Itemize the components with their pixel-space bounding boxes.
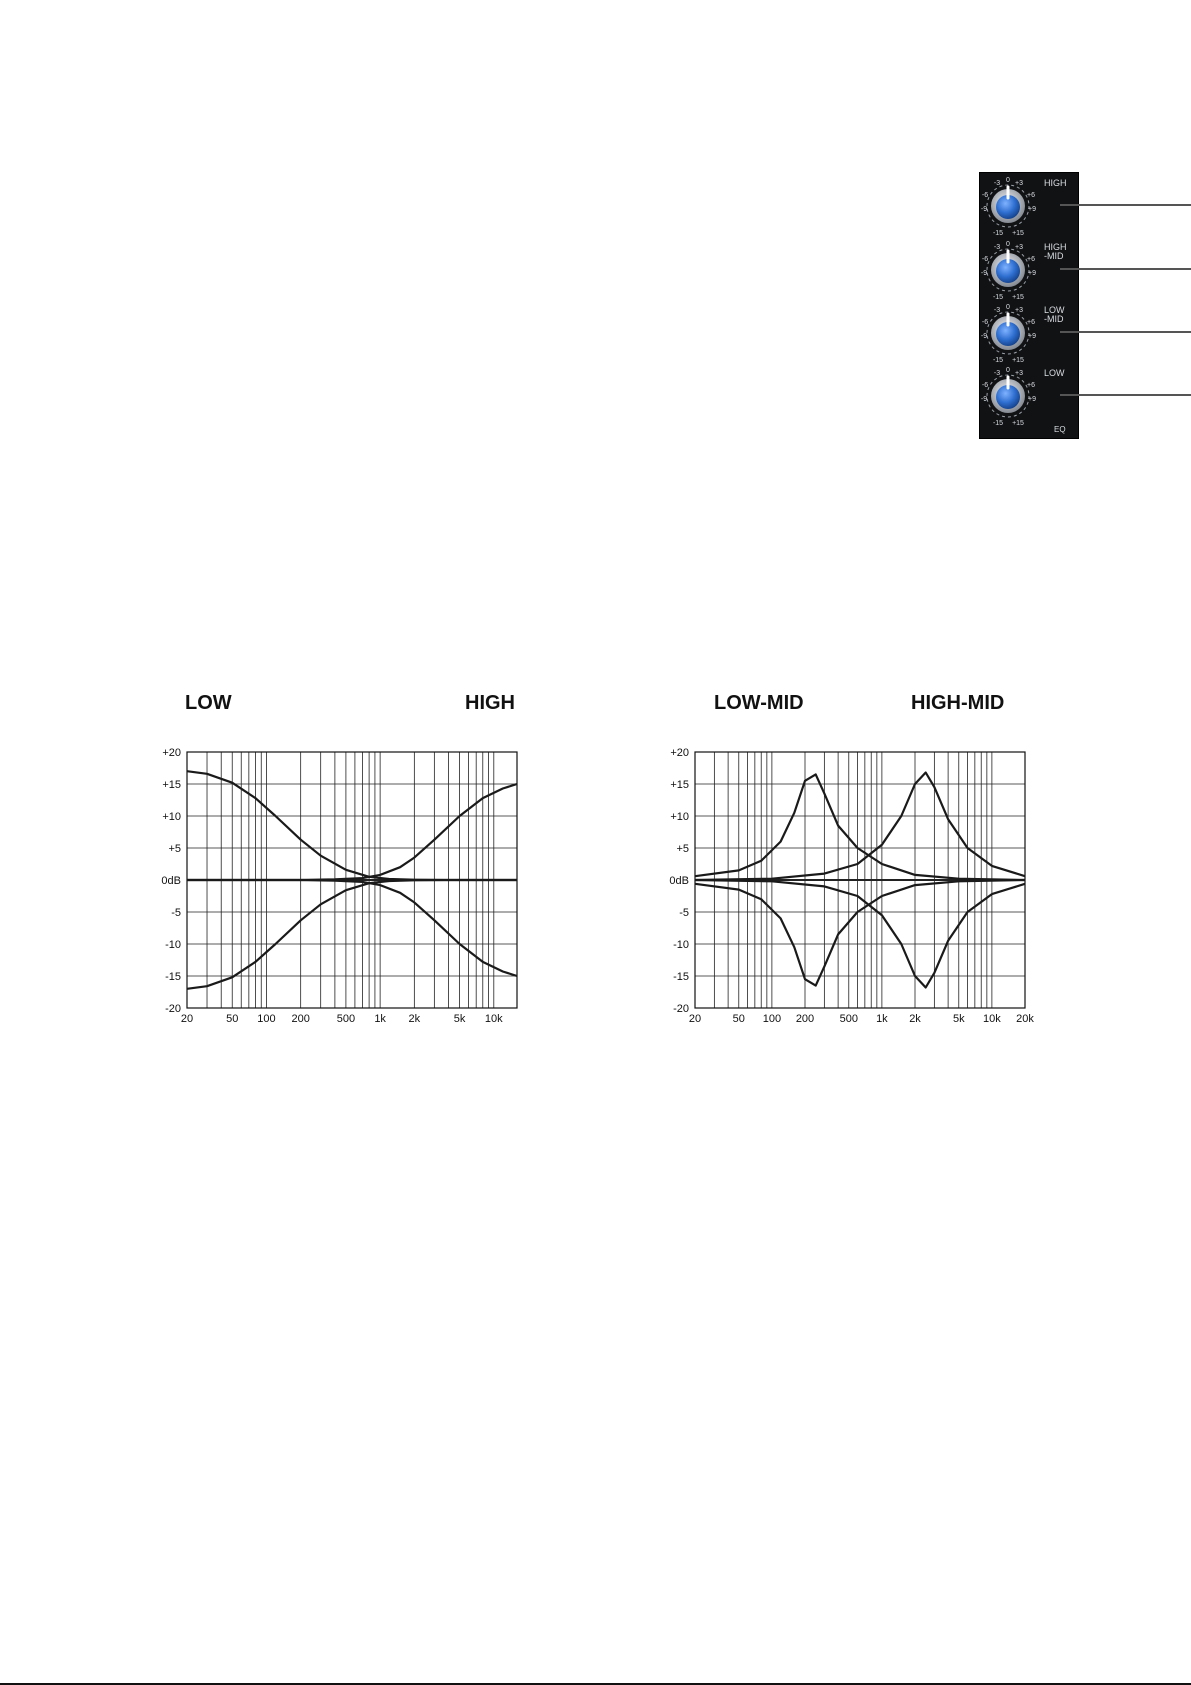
x-tick-label: 10k [484,1013,503,1025]
x-tick-label: 2k [909,1013,921,1025]
knob-label: LOW [1044,368,1065,378]
x-tick-label: 20 [688,1013,702,1025]
knob-scale-mark: +6 [1027,256,1035,263]
knob-scale-mark: -6 [981,256,989,263]
knob-scale-mark: -15 [992,294,1004,301]
knob-scale-mark: +15 [1012,357,1024,364]
knob-scale-mark: +9 [1028,396,1036,403]
y-tick-label: -15 [673,971,689,983]
knob-scale-mark: -15 [992,420,1004,427]
x-tick-label: 20k [1016,1013,1034,1025]
x-tick-label: 500 [336,1013,356,1025]
y-tick-label: 0dB [669,875,689,887]
knob-scale-mark: -9 [980,396,988,403]
y-tick-label: -5 [679,907,689,919]
chart-right-title-high-mid: HIGH-MID [911,692,1005,714]
y-tick-label: +15 [162,779,181,791]
x-tick-label: 1k [876,1013,888,1025]
x-tick-label: 5k [952,1013,965,1025]
x-tick-label: 200 [795,1013,815,1025]
knob-scale-mark: 0 [1006,177,1010,184]
knob-scale-mark: -9 [980,270,988,277]
knob-scale-mark: -3 [993,180,1001,187]
y-tick-label: +5 [168,843,181,855]
chart-right-title-low-mid: LOW-MID [714,692,804,714]
response-curve [187,880,517,989]
response-curve [187,771,517,880]
y-tick-label: +20 [670,747,689,759]
knob-scale-mark: -9 [980,206,988,213]
knob-label: HIGH [1044,178,1067,188]
x-tick-label: 500 [839,1013,858,1025]
knob-scale-mark: +3 [1015,244,1023,251]
response-curve [187,784,517,880]
knob-scale-mark: 0 [1006,304,1010,311]
eq-knob-low[interactable] [981,367,1065,427]
response-curve [695,773,1025,881]
x-tick-label: 10k [983,1013,1001,1025]
x-tick-label: 50 [732,1013,745,1025]
knob-scale-mark: +9 [1028,270,1036,277]
mid-eq-response-chart [657,738,1047,1030]
response-curve [695,774,1025,880]
y-tick-label: -15 [165,971,181,983]
y-tick-label: -10 [165,939,181,951]
x-tick-label: 100 [762,1013,782,1025]
knob-scale-mark: +6 [1027,192,1035,199]
knob-scale-mark: 0 [1006,367,1010,374]
knob-scale-mark: +15 [1012,230,1024,237]
low-high-eq-response-chart [150,738,530,1030]
y-tick-label: +10 [670,811,689,823]
knob-scale-mark: +6 [1027,319,1035,326]
y-tick-label: +20 [162,747,181,759]
knob-scale-mark: -15 [992,357,1004,364]
knob-label: -MID [1044,251,1064,261]
knob-label: -MID [1044,314,1064,324]
knob-scale-mark: +9 [1028,206,1036,213]
response-curve [695,880,1025,988]
knob-scale-mark: -6 [981,319,989,326]
response-curve [187,880,517,976]
knob-scale-mark: -6 [981,192,989,199]
eq-knob-high-mid[interactable] [981,241,1067,301]
chart-left-title-low: LOW [185,692,232,714]
eq-knob-high[interactable] [981,177,1067,237]
knob-scale-mark: +15 [1012,420,1024,427]
x-tick-label: 2k [408,1013,421,1025]
y-tick-label: 0dB [161,875,181,887]
knob-scale-mark: -3 [993,244,1001,251]
response-curve [695,880,1025,986]
eq-section-label: EQ [1054,425,1066,434]
knob-scale-mark: 0 [1006,241,1010,248]
eq-knob-low-mid[interactable] [981,304,1065,364]
knob-scale-mark: +3 [1015,180,1023,187]
knob-scale-mark: -6 [981,382,989,389]
x-tick-label: 5k [453,1013,466,1025]
x-tick-label: 20 [180,1013,194,1025]
knob-scale-mark: +6 [1027,382,1035,389]
y-tick-label: -5 [171,907,181,919]
y-tick-label: -20 [165,1003,181,1015]
knob-scale-mark: -3 [993,307,1001,314]
y-tick-label: +5 [676,843,689,855]
knob-scale-mark: +9 [1028,333,1036,340]
eq-callout-leaders [1060,172,1191,437]
x-tick-label: 100 [257,1013,276,1025]
x-tick-label: 200 [291,1013,310,1025]
knob-scale-mark: -15 [992,230,1004,237]
knob-scale-mark: -3 [993,370,1001,377]
x-tick-label: 1k [374,1013,386,1025]
knob-scale-mark: +3 [1015,370,1023,377]
chart-left-title-high: HIGH [465,692,515,714]
y-tick-label: +15 [670,779,689,791]
knob-scale-mark: +15 [1012,294,1024,301]
y-tick-label: -20 [673,1003,689,1015]
knob-label: HIGH [1044,242,1067,252]
y-tick-label: -10 [673,939,689,951]
knob-label: LOW [1044,305,1065,315]
x-tick-label: 50 [226,1013,239,1025]
y-tick-label: +10 [162,811,181,823]
knob-scale-mark: -9 [980,333,988,340]
knob-scale-mark: +3 [1015,307,1023,314]
